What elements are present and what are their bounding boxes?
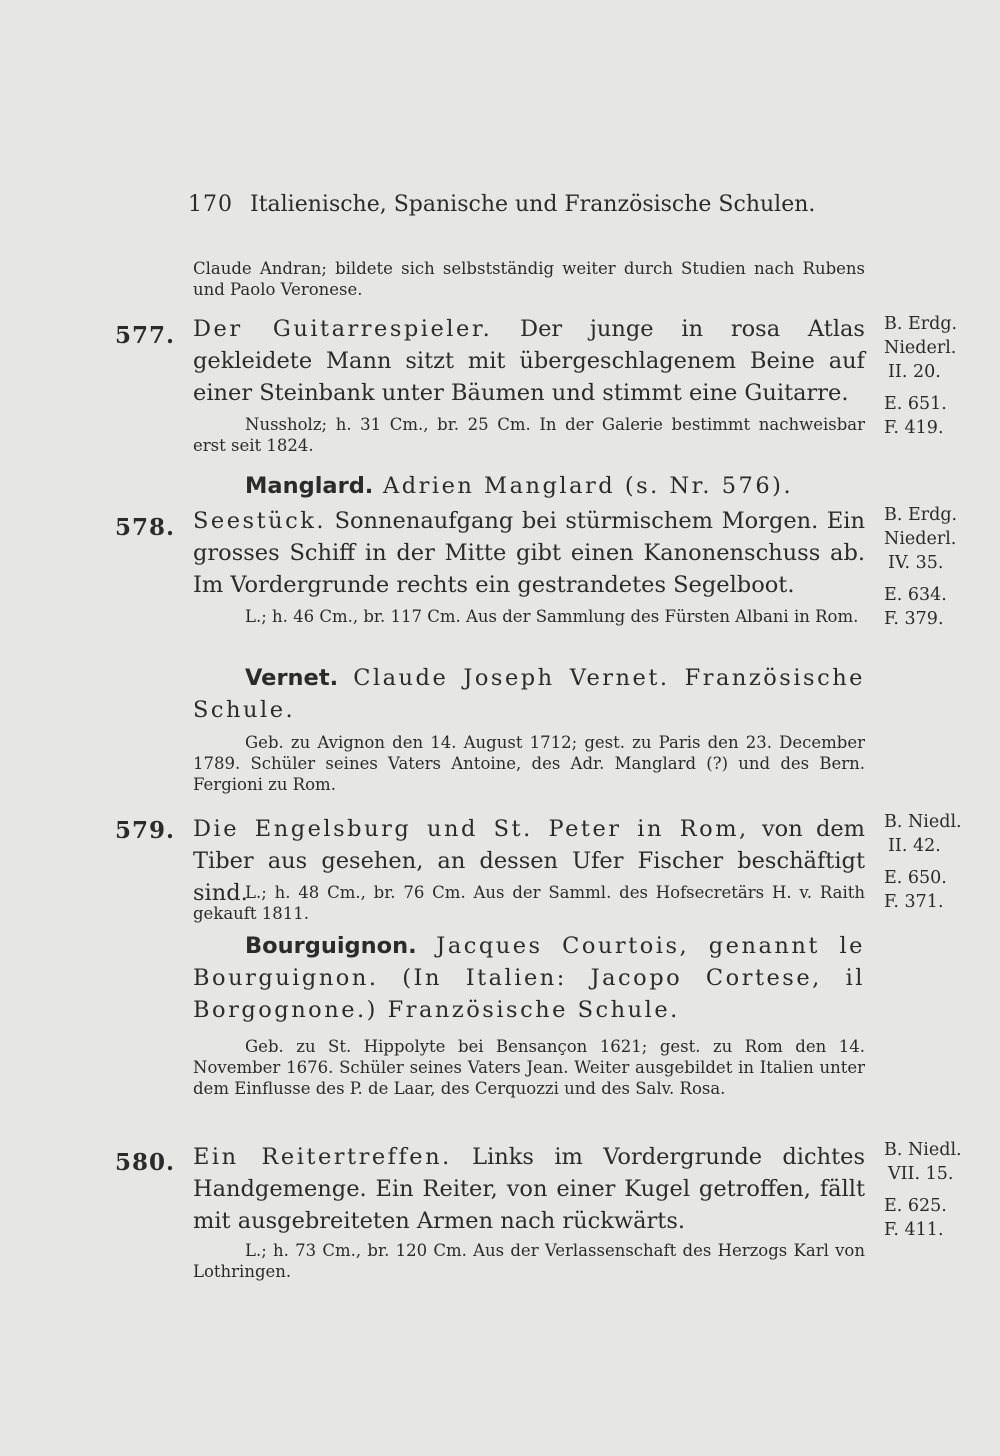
ref-line: F. 379. — [884, 609, 944, 629]
artist-bourguignon-biography: Geb. zu St. Hippolyte bei Bensançon 1621; gest. zu Rom den 14. November 1676. Schüler seines Vaters Jean. Weiter ausgebildet in Italien unter dem Einflusse des P. de Laar, des Cerquozzi und des Salv. Rosa. — [193, 1037, 865, 1098]
ref-line: II. 42. — [888, 836, 941, 856]
artist-full-name: Adrien Manglard (s. Nr. 576). — [373, 473, 794, 499]
entry-578-title: Seestück. — [193, 508, 327, 534]
page-number: 170 — [188, 192, 233, 217]
entry-579-references — [884, 810, 994, 914]
entry-580-references — [884, 1138, 994, 1242]
ref-line: E. 634. — [884, 585, 947, 605]
artist-full-name: Claude Joseph Vernet. Französische Schule. — [193, 665, 865, 723]
entry-577-title: Der Guitarrespieler. — [193, 316, 493, 342]
artist-vernet-biography: Geb. zu Avignon den 14. August 1712; gest. zu Paris den 23. December 1789. Schüler seines Vaters Antoine, des Adr. Manglard (?) und des Bern. Fergioni zu Rom. — [193, 733, 865, 794]
entry-579-text: von dem Tiber aus gesehen, an dessen Ufer Fischer beschäftigt sind. — [193, 816, 866, 906]
ref-line: VII. 15. — [888, 1164, 954, 1184]
entry-number-577: 577. — [115, 322, 176, 349]
artist-vernet — [193, 662, 865, 726]
entry-580-text: Links im Vordergrunde dichtes Handgemenge. Ein Reiter, von einer Kugel getroffen, fällt mit ausgebreiteten Armen nach rückwärts. — [193, 1144, 865, 1234]
page-header — [188, 192, 815, 217]
entry-577-note: Nussholz; h. 31 Cm., br. 25 Cm. In der Galerie bestimmt nachweisbar erst seit 1824. — [193, 415, 865, 455]
intro-note: Claude Andran; bildete sich selbstständig weiter durch Studien nach Rubens und Paolo Veronese. — [193, 259, 865, 299]
ref-line: Niederl. — [884, 338, 957, 358]
artist-full-name: Jacques Courtois, genannt le Bourguignon. (In Italien: Jacopo Cortese, il Borgognone.) Französische Schule. — [193, 933, 865, 1023]
ref-line: IV. 35. — [888, 553, 944, 573]
artist-name: Vernet. — [245, 665, 339, 691]
ref-line: E. 625. — [884, 1196, 947, 1216]
artist-bourguignon — [193, 930, 865, 1026]
ref-line: Niederl. — [884, 529, 957, 549]
entry-580-description — [193, 1141, 865, 1237]
ref-line: B. Niedl. — [884, 1140, 962, 1160]
ref-line: F. 371. — [884, 892, 944, 912]
artist-name: Bourguignon. — [245, 933, 417, 959]
ref-line: F. 419. — [884, 418, 944, 438]
entry-578-text: Sonnenaufgang bei stürmischem Morgen. Ein grosses Schiff in der Mitte gibt einen Kanonenschuss ab. Im Vordergrunde rechts ein gestrandetes Segelboot. — [193, 508, 865, 598]
entry-578-note: L.; h. 46 Cm., br. 117 Cm. Aus der Sammlung des Fürsten Albani in Rom. — [245, 607, 859, 626]
ref-line: E. 650. — [884, 868, 947, 888]
ref-line: B. Niedl. — [884, 812, 962, 832]
entry-number-579: 579. — [115, 817, 176, 844]
artist-manglard — [193, 470, 865, 502]
ref-line: F. 411. — [884, 1220, 944, 1240]
entry-577-text: Der junge in rosa Atlas gekleidete Mann sitzt mit übergeschlagenem Beine auf einer Steinbank unter Bäumen und stimmt eine Guitarre. — [193, 316, 865, 406]
ref-line: B. Erdg. — [884, 314, 958, 334]
ref-line: E. 651. — [884, 394, 947, 414]
entry-580-title: Ein Reitertreffen. — [193, 1144, 452, 1170]
entry-579-note: L.; h. 48 Cm., br. 76 Cm. Aus der Samml. des Hofsecretärs H. v. Raith gekauft 1811. — [193, 883, 865, 923]
entry-579-title: Die Engelsburg und St. Peter in Rom, — [193, 816, 749, 842]
artist-name: Manglard. — [245, 473, 374, 499]
ref-line: B. Erdg. — [884, 505, 958, 525]
entry-number-578: 578. — [115, 514, 176, 541]
entry-580-note: L.; h. 73 Cm., br. 120 Cm. Aus der Verlassenschaft des Herzogs Karl von Lothringen. — [193, 1241, 865, 1281]
entry-578-references — [884, 503, 994, 631]
running-title: Italienische, Spanische und Französische Schulen. — [250, 192, 816, 217]
entry-577-references — [884, 312, 994, 440]
entry-577-description — [193, 313, 865, 409]
ref-line: II. 20. — [888, 362, 941, 382]
entry-578-description — [193, 505, 865, 601]
entry-number-580: 580. — [115, 1149, 176, 1176]
